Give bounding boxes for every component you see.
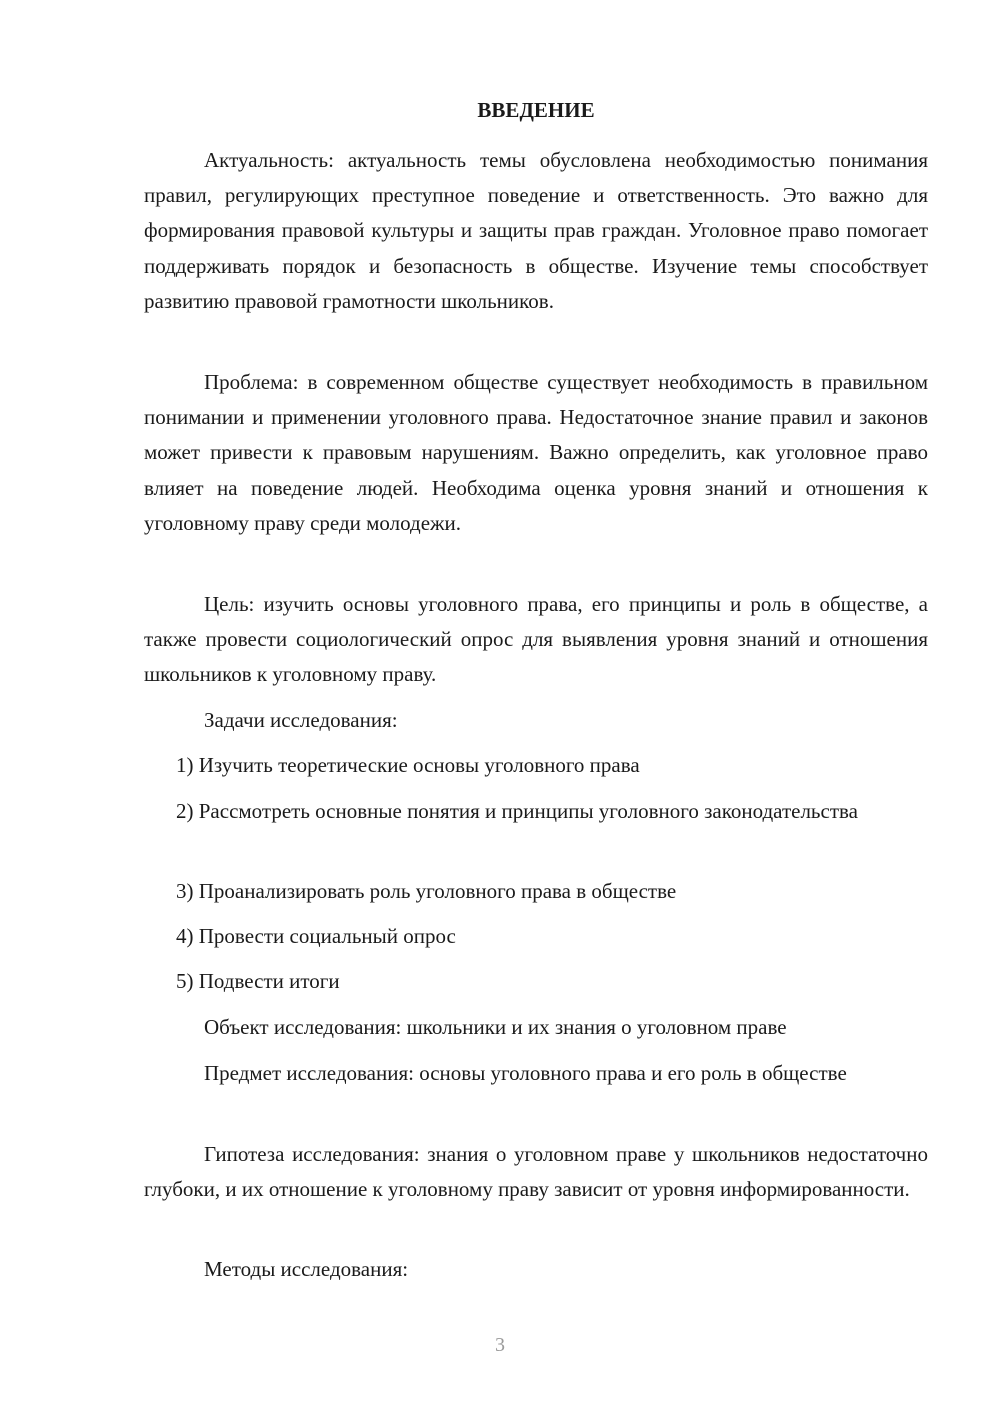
paragraph-subject: Предмет исследования: основы уголовного права и его роль в обществе (204, 1061, 847, 1085)
paragraph-object: Объект исследования: школьники и их знания о уголовном праве (204, 1015, 787, 1039)
paragraph-relevance: Актуальность: актуальность темы обусловлена необходимостью понимания правил, регулирующих преступное поведение и ответственность. Это важно для формирования правовой культуры и защиты прав граждан. Уголовное право помогает поддерживать порядок и безопасность в обществе. Изучение темы способствует развитию правовой грамотности школьников. (144, 148, 928, 313)
page-title: ВВЕДЕНИЕ (477, 98, 595, 122)
task-item-1: 1) Изучить теоретические основы уголовного права (176, 753, 640, 777)
tasks-heading: Задачи исследования: (204, 708, 398, 732)
paragraph-goal: Цель: изучить основы уголовного права, его принципы и роль в обществе, а также провести социологический опрос для выявления уровня знаний и отношения школьников к уголовному праву. (144, 592, 928, 687)
task-item-4: 4) Провести социальный опрос (176, 924, 456, 948)
methods-heading: Методы исследования: (204, 1257, 409, 1281)
task-item-3: 3) Проанализировать роль уголовного права в обществе (176, 879, 677, 903)
paragraph-hypothesis: Гипотеза исследования: знания о уголовном праве у школьников недостаточно глубоки, и их отношение к уголовному праву зависит от уровня информированности. (144, 1142, 928, 1202)
task-item-5: 5) Подвести итоги (176, 969, 340, 993)
page-number: 3 (495, 1334, 505, 1356)
paragraph-problem: Проблема: в современном обществе существует необходимость в правильном понимании и применении уголовного права. Недостаточное знание правил и законов может привести к правовым нарушениям. Важно определить, как уголовное право влияет на поведение людей. Необходима оценка уровня знаний и отношения к уголовному праву среди молодежи. (144, 370, 928, 535)
task-item-2: 2) Рассмотреть основные понятия и принципы уголовного законодательства (176, 799, 858, 823)
